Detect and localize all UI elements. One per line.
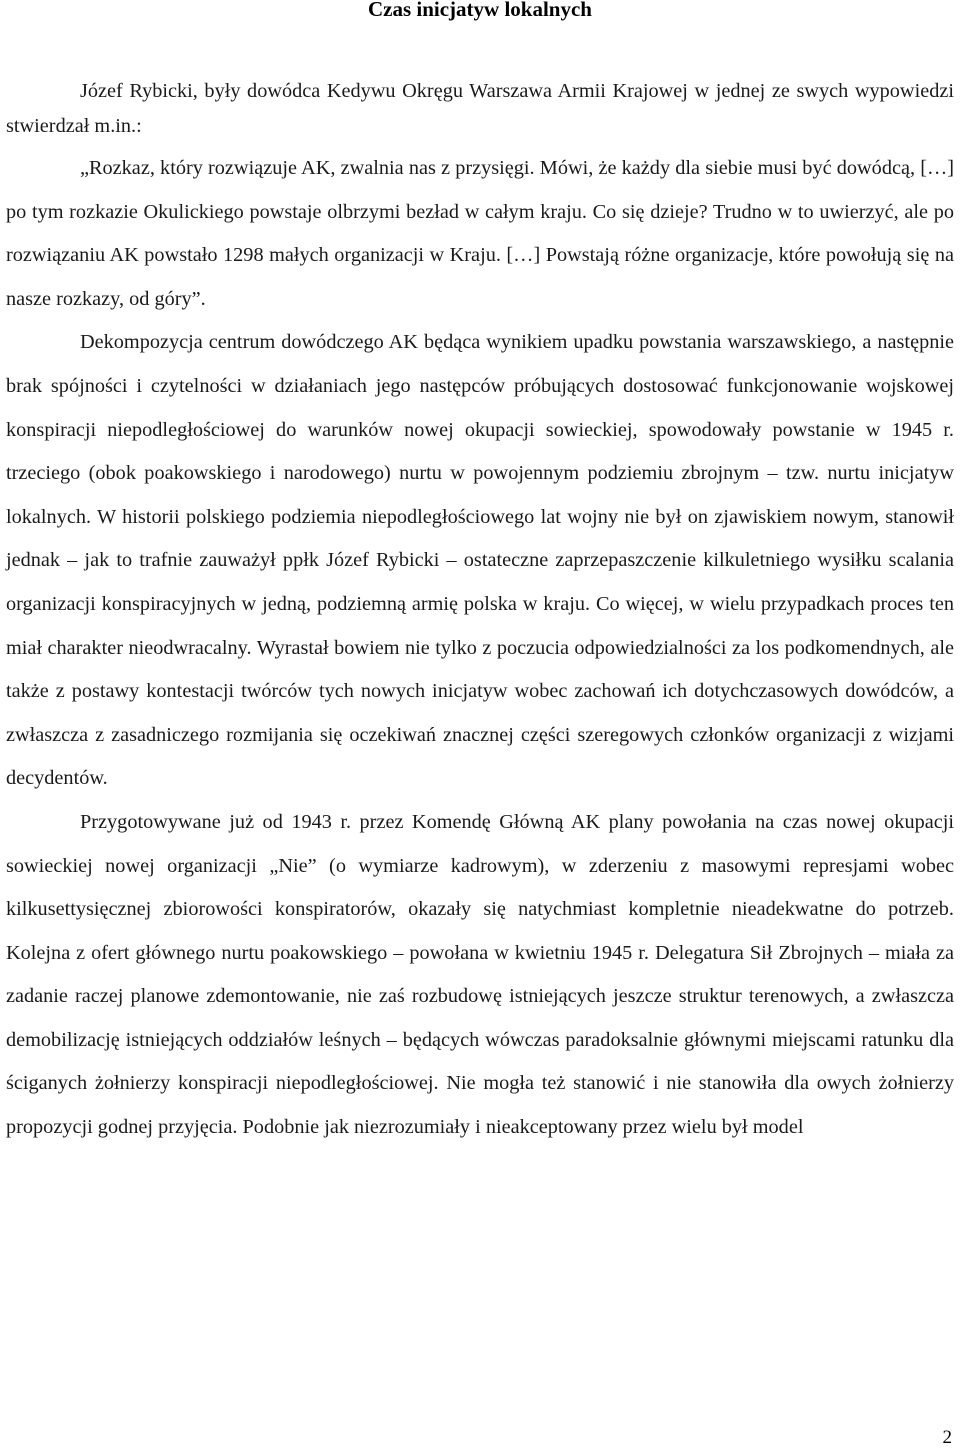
paragraph-quote: „Rozkaz, który rozwiązuje AK, zwalnia nas z przysięgi. Mówi, że każdy dla siebie musi być dowódcą, […] po tym rozkazie Okulickiego powstaje olbrzymi bezład w całym kraju. Co się dzieje? Trudno w to uwierzyć, ale po rozwiązaniu AK powstało 1298 małych organizacji w Kraju. […] Powstają różne organizacje, które powołują się na nasze rozkazy, od góry”. <box>6 157 954 310</box>
document-title: Czas inicjatyw lokalnych <box>367 0 592 21</box>
paragraph-decomposition: Dekompozycja centrum dowódczego AK będąca wynikiem upadku powstania warszawskiego, a następnie brak spójności i czytelności w działaniach jego następców próbujących dostosować funkcjonowanie wojskowej konspiracji niepodległościowej do warunków nowej okupacji sowieckiej, spowodowały powstanie w 1945 r. trzeciego (obok poakowskiego i narodowego) nurtu w powojennym podziemiu zbrojnym – tzw. nurtu inicjatyw lokalnych. W historii polskiego podziemia niepodległościowego lat wojny nie był on zjawiskiem nowym, stanowił jednak – jak to trafnie zauważył ppłk Józef Rybicki – ostateczne zaprzepaszczenie kilkuletniego wysiłku scalania organizacji konspiracyjnych w jedną, podziemną armię polska w kraju. Co więcej, w wielu przypadkach proces ten miał charakter nieodwracalny. Wyrastał bowiem nie tylko z poczucia odpowiedzialności za los podkomendnych, ale także z postawy kontestacji twórców tych nowych inicjatyw wobec zachowań ich dotychczasowych dowódców, a zwłaszcza z zasadniczego rozmijania się oczekiwań znacznej części szeregowych członków organizacji z wizjami decydentów. <box>6 331 954 790</box>
paragraph-intro: Józef Rybicki, były dowódca Kedywu Okręgu Warszawa Armii Krajowej w jednej ze swych wypowiedzi stwierdzał m.in.: <box>6 80 954 137</box>
document-page <box>6 0 954 1150</box>
page-number: 2 <box>942 1427 952 1448</box>
paragraph-plans: Przygotowywane już od 1943 r. przez Komendę Główną AK plany powołania na czas nowej okupacji sowieckiej nowej organizacji „Nie” (o wymiarze kadrowym), w zderzeniu z masowymi represjami wobec kilkusettysięcznej zbiorowości konspiratorów, okazały się natychmiast kompletnie nieadekwatne do potrzeb. Kolejna z ofert głównego nurtu poakowskiego – powołana w kwietniu 1945 r. Delegatura Sił Zbrojnych – miała za zadanie raczej planowe zdemontowanie, nie zaś rozbudowę istniejących jeszcze struktur terenowych, a zwłaszcza demobilizację istniejących oddziałów leśnych – będących wówczas paradoksalnie głównymi miejscami ratunku dla ściganych żołnierzy konspiracji niepodległościowej. Nie mogła też stanowić i nie stanowiła dla owych żołnierzy propozycji godnej przyjęcia. Podobnie jak niezrozumiały i nieakceptowany przez wielu był model <box>6 810 954 1139</box>
